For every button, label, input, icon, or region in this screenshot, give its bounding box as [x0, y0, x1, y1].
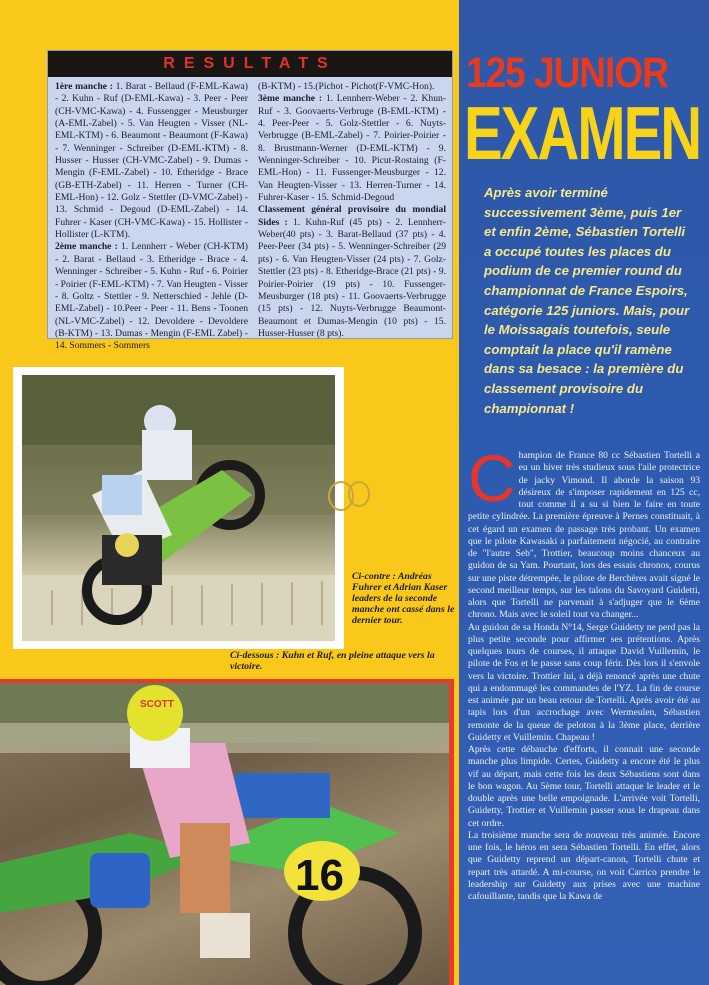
results-header: RESULTATS: [48, 51, 452, 77]
paragraph-2: Au guidon de sa Honda N°14, Serge Guidetty ne perd pas la plus petite seconde pour affirmer ses prétentions. Après quelques tours de courses, il attaque David Vuillemin, le pilote de Fos et le passe sans coup férir. Dès lors il s'envole vers la victoire. Trottier lui, a déjà renoncé après une chute qui a endommagé les commandes de l'YZ. La fin de course est animée par un beau retour de Tortelli. Après avoir été au tapis lors d'un accrochage avec Wermeulen, Sébastien remonte de la queue de peloton à la 3ème place, derrière Guidetty et Vuillemin. Chapeau !: [468, 621, 700, 743]
photo-sidecar-jump-image: [22, 375, 335, 641]
paragraph-4: La troisième manche sera de nouveau très animée. Encore une fois, le héros en sera Sébastien Tortelli. En effet, alors que Guidetty reprend un départ-canon, Tortelli chute et repart très attardé. A mi-course, on voit Carrico prendre le leadership sur Guidetty aux prises avec une machine cafouillante, tandis que la Kawa de: [468, 829, 700, 902]
results-text: 1. Lennherr - Weber (CH-KTM) - 2. Barat - Bellaud - 3. Etheridge - Brace - 4. Wenninger - Schreiber - 5. Kuhn - Ruf - 6. Poirier - Poirier (F-EML-KTM) - 7. Van Heugten - Visser - 8. Goltz - Stettler - 9. Netterschied - Jehle (D-EML-Zabel) - 10.Peer - Peer - 11. Bens - Toonen (NL-VMC-Zabel) - 12. Devoldere - Devoldere (B-KTM) - 13. Dumas - Mengin (F-EML Zabel) - 14. Sommers - Sommers: [55, 241, 249, 352]
results-text: 1. Barat - Bellaud (F-EML-Kawa) - 2. Kuhn - Ruf (D-EML-Kawa) - 3. Peer - Peer (CH-VMC-Kawa) - 4. Fussengger - Meusburger (A-EML-Zabel) - 5. Van Heugten - Visser (NL-EML-KTM) - 6. Beaumont - Beaumont (F-Kawa) - 7. Wenninger - Schreiber (D-EML-KTM) - 8. Husser - Husser (CH-VMC-Zabel) - 9. Dumas - Mengin (F-EML-Zabel) - 10. Etheridge - Brace (GB-ETH-Zabel) - 11. Herren - Turner (CH-EML-Hon) - 12. Golz - Stettler (D-VMC-Zabel) - 13. Schmid - Degoud (D-EML-Zabel) - 14. Fuhrer - Kaser (CH-VMC-Kawa) - 15. Hollister - Hollister (L-KTM).: [55, 81, 248, 241]
photo-motocross-16-image: [0, 683, 449, 985]
results-column-1: [55, 81, 248, 353]
photo-motocross-16: [0, 679, 454, 985]
paragraph-1: [468, 441, 700, 622]
motocross-illustration: [0, 683, 449, 985]
results-label: 3ème manche :: [258, 93, 326, 105]
results-text: (B-KTM) - 15.(Pichot - Pichot(F-VMC-Hon).: [258, 81, 435, 92]
article-kicker: 125 JUNIOR: [466, 49, 668, 97]
photo-sidecar-jump: [13, 367, 344, 649]
results-column-2: [258, 81, 446, 340]
helmet-brand: SCOTT: [140, 699, 174, 710]
results-label: 1ère manche :: [55, 81, 116, 92]
sidecar-jump-illustration: [22, 375, 335, 641]
drop-cap: C: [468, 441, 516, 515]
article-title: EXAMEN: [464, 91, 701, 176]
stamp-icon: [326, 476, 372, 516]
caption-photo-1: Ci-contre : Andréas Fuhrer et Adrian Kaser leaders de la seconde manche ont cassé dans le dernier tour.: [352, 571, 455, 626]
results-text: 1. Kuhn-Ruf (45 pts) - 2. Lennherr-Weber(40 pts) - 3. Barat-Bellaud (37 pts) - 4. Peer-Peer (34 pts) - 5. Wenninger-Schreiber (29 pts) - 6. Van Heugten-Visser (24 pts) - 7. Golz-Stettler (23 pts) - 8. Etheridge-Brace (21 pts) - 9. Poirier-Poirier (19 pts) - 10. Fussenger-Meusburger (18 pts) - 11. Goovaerts-Verbrugge (15 pts) - 12. Nuyts-Verbrugge Beaumont-Beaumont et Dumas-Mengin (10 pts) - 15. Husser-Husser (8 pts).: [258, 216, 446, 339]
results-label: 2ème manche :: [55, 241, 121, 253]
bike-number: 16: [295, 851, 344, 900]
photographer-stamp-logo: [326, 476, 372, 516]
results-box: [47, 50, 453, 352]
article-body: [468, 441, 700, 903]
results-label: Classement général provisoire du mondial Sides :: [258, 204, 446, 228]
article-intro: Après avoir terminé successivement 3ème, puis 1er et enfin 2ème, Sébastien Tortelli a occupé toutes les places du podium de ce premier round du championnat de France Espoirs, catégorie 125 juniors. Mais, pour le Moissagais toutefois, seule comptait la place qu'il ramène dans sa besace : la première du classement provisoire du championnat !: [484, 185, 690, 416]
caption-photo-2: Ci-dessous : Kuhn et Ruf, en pleine attaque vers la victoire.: [230, 650, 435, 672]
results-text: 1. Lennherr-Weber - 2. Khun-Ruf - 3. Goovaerts-Verbruge (B-EML-KTM) - 4. Peer-Peer - 5. Golz-Stettler - 6. Nuyts-Verbrugge (B-EML-Zabel) - 7. Poirier-Poirier - 8. Brustmann-Werner (D-EML-KTM) - 9. Wenninger-Schreiber - 10. Picut-Rostaing (F-EML-Hon) - 11. Fussenger-Meusburger - 12. Van Heugten-Visser - 13. Herren-Turner - 14. Fuhrer-Kaser - 15. Schmid-Degoud: [258, 93, 447, 204]
paragraph-3: Après cette débauche d'efforts, il connait une seconde manche plus limpide. Certes, Guidetty a encore été le plus vif au départ, mais cette fois les deux Sébastiens sont dans le bon wagon. Au 5ème tour, Tortelli attaque le leader et le double après une belle empoignade. L'arrivée voit Tortelli, Guidetty, Trottier et Vuillemin passer sous le drapeau dans cet ordre.: [468, 744, 700, 829]
paragraph-1-text: hampion de France 80 cc Sébastien Tortelli a eu un hiver très studieux sous l'aile protectrice de jacky Vimond. Il aborde la saison 93 désireux de s'imposer rapidement en 125 cc, tout comme il a su si bien le faire en toute petite cylindrée. La première épreuve à Pernes constituait, à cet égard un examen de passage très probant. Un examen que le pilote Kawasaki a parfaitement négocié, au contraire de "l'autre Seb", Trottier, beaucoup moins chanceux au guidon de sa Yam. Pourtant, lors des essais chronos, courus sur une piste détrempée, le pilote de Berchères avait signé le second meilleur temps, sur les talons du Savoyard Guidetti, alors que Tortelli ne parvenait à s'adjuger que le 6ème chrono. Mais avec le soleil tout va changer...: [468, 450, 700, 621]
